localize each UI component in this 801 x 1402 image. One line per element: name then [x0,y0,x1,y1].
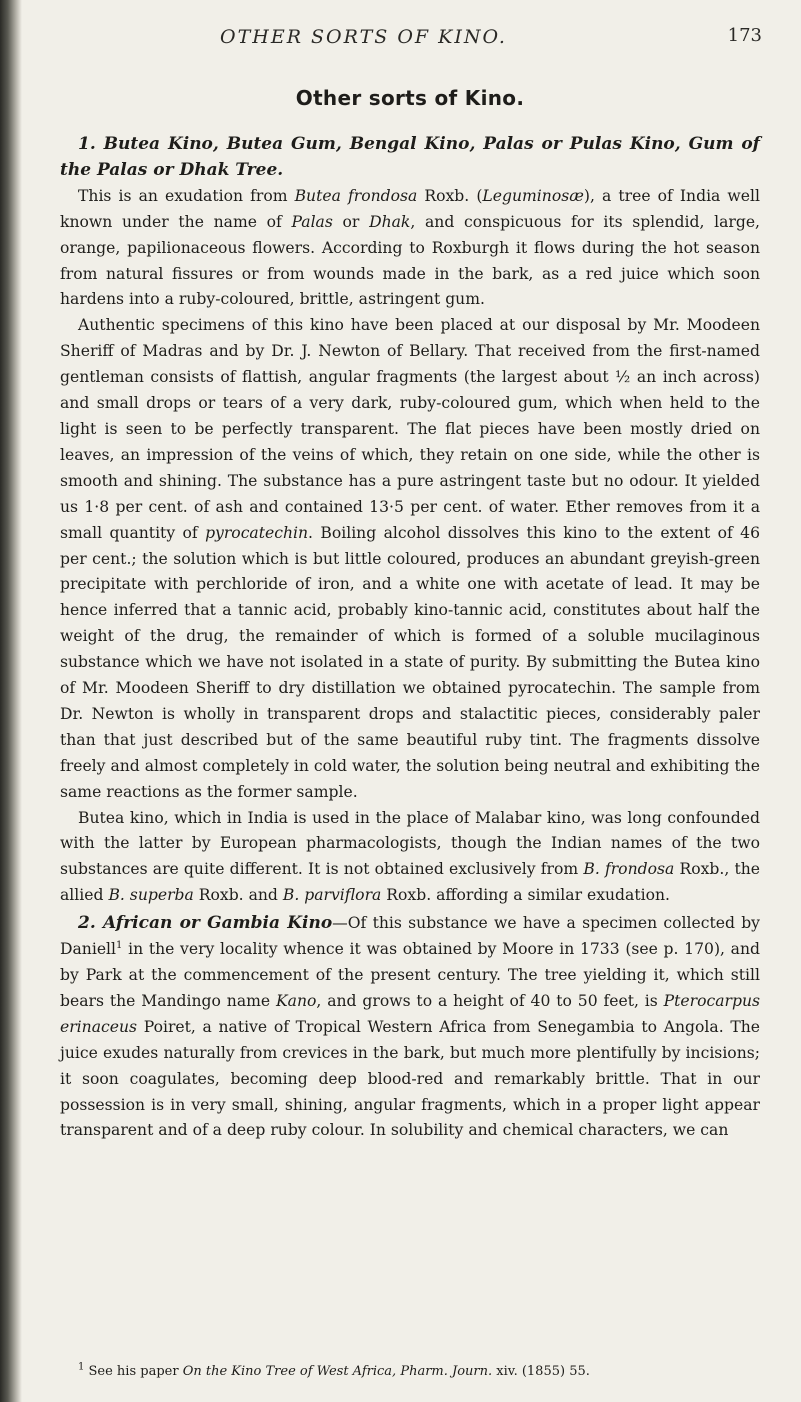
entry-2-paragraph: 2. African or Gambia Kino—Of this substance we have a specimen collected by Daniell$^1$ in the very locality whence it was obtained by Moore in 1733 (see p. 170), and by Park at the commencement of the present century. The tree yielding it, which still bears the Mandingo name Kano, and grows to a height of 40 to 50 feet, is Pterocarpus erinaceus Poiret, a native of Tropical Western Africa from Senegambia to Angola. The juice exudes naturally from crevices in the bark, but much more plentifully by incisions; it soon coagulates, becoming deep blood-red and remarkably brittle. That in our possession is in very small, shining, angular fragments, which in a proper light appear transparent and of a deep ruby colour. In solubility and chemical characters, we can [60,913,760,1140]
page-number: 173 [727,25,762,46]
page-binding-shadow [0,0,22,1402]
book-page [60,20,760,1390]
footnote: $^1$ See his paper On the Kino Tree of West Africa, Pharm. Journ. xiv. (1855) 55. [78,1361,590,1379]
footnote-reference: 1 [116,939,123,951]
entry-1-title: 1. Butea Kino, Butea Gum, Bengal Kino, Palas or Pulas Kino, Gum of the Palas or Dhak Tree. [60,134,760,180]
running-head [60,20,760,54]
body-text [60,132,760,1144]
running-title: OTHER SORTS OF KINO. [220,26,507,48]
entry-1-paragraph-1: This is an exudation from Butea frondosa Roxb. (Leguminosæ), a tree of India well known under the name of Palas or Dhak, and conspicuous for its splendid, large, orange, papilionaceous flowers. According to Roxburgh it flows during the hot season from natural fissures or from wounds made in the bark, as a red juice which soon hardens into a ruby-coloured, brittle, astringent gum. [60,186,761,309]
entry-1-paragraph-3: Butea kino, which in India is used in the place of Malabar kino, was long confounded with the latter by European pharmacologists, though the Indian names of the two substances are quite different. It is not obtained exclusively from B. frondosa Roxb., the allied B. superba Roxb. and B. parviflora Roxb. affording a similar exudation. [60,808,760,905]
section-heading: Other sorts of Kino. [295,86,525,110]
entry-1-paragraph-2: Authentic specimens of this kino have been placed at our disposal by Mr. Moodeen Sheriff of Madras and by Dr. J. Newton of Bellary. That received from the first-named gentleman consists of flattish, angular fragments (the largest about ½ an inch across) and small drops or tears of a very dark, ruby-coloured gum, which when held to the light is seen to be perfectly transparent. The flat pieces have been mostly dried on leaves, an impression of the veins of which, they retain on one side, while the other is smooth and shining. The substance has a pure astringent taste but no odour. It yielded us 1·8 per cent. of ash and contained 13·5 per cent. of water. Ether removes from it a small quantity of pyrocatechin. Boiling alcohol dissolves this kino to the extent of 46 per cent.; the solution which is but little coloured, produces an abundant greyish-green precipitate with perchloride of iron, and a white one with acetate of lead. It may be hence inferred that a tannic acid, probably kino-tannic acid, constitutes about half the weight of the drug, the remainder of which is formed of a soluble mucilaginous substance which we have not isolated in a state of purity. By submitting the Butea kino of Mr. Moodeen Sheriff to dry distillation we obtained pyrocatechin. The sample from Dr. Newton is wholly in transparent drops and stalactitic pieces, considerably paler than that just described but of the same beautiful ruby tint. The fragments dissolve freely and almost completely in cold water, the solution being neutral and exhibiting the same reactions as the former sample. [60,316,761,801]
entry-2-title: 2. African or Gambia Kino [78,913,333,934]
